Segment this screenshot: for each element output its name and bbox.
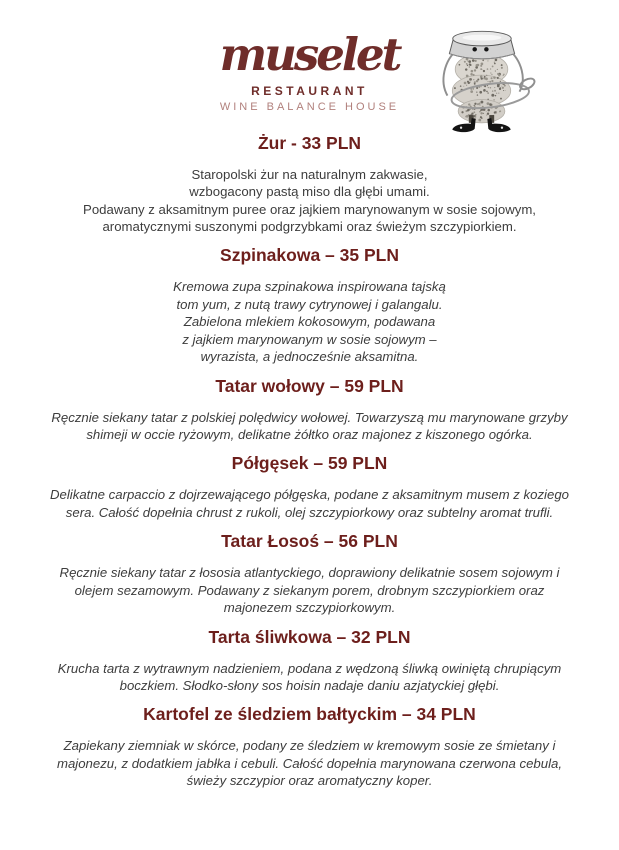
description-line: majonezu, z dodatkiem jabłka i cebuli. Całość dopełnia marynowana czerwona cebula, xyxy=(56,755,563,771)
description-line: Podawany z aksamitnym puree oraz jajkiem marynowanym w sosie sojowym, xyxy=(83,201,536,217)
description-line: Krucha tarta z wytrawnym nadzieniem, podana z wędzoną śliwką owiniętą chrupiącym xyxy=(57,660,562,676)
menu-item-title: Tatar Łosoś – 56 PLN xyxy=(221,531,398,552)
restaurant-label: RESTAURANT xyxy=(251,83,368,98)
description-line: z jajkiem marynowanym w sosie sojowym – xyxy=(182,331,437,347)
mascot-eye xyxy=(472,47,476,51)
description-line: Delikatne carpaccio z dojrzewającego półgęska, podane z aksamitnym musem z koziego xyxy=(50,487,569,503)
description-line: wzbogacony pastą miso dla głębi umami. xyxy=(189,184,430,200)
menu-list xyxy=(0,133,619,790)
description-line: wyrazista, a jednocześnie aksamitna. xyxy=(200,349,419,365)
description-line: majonezem szczypiorkowym. xyxy=(223,600,396,616)
description-line: aromatycznymi suszonymi podgrzybkami oraz świeżym szczypiorkiem. xyxy=(102,219,517,235)
description-line: Ręcznie siekany tatar z łososia atlantyckiego, doprawiony delikatnie sosem sojowym i xyxy=(59,565,560,581)
menu-item-title: Półgęsek – 59 PLN xyxy=(231,453,388,474)
mascot-eye xyxy=(484,47,488,51)
menu-item-description xyxy=(37,166,582,236)
description-line: świeży szczypior oraz aromatyczny koper. xyxy=(186,773,433,789)
menu-item xyxy=(0,704,619,789)
header xyxy=(0,0,619,113)
menu-item xyxy=(0,627,619,695)
description-line: boczkiem. Słodko-słony sos hoisin nadaje daniu azjatyckiej głębi. xyxy=(119,677,500,693)
mascot-shoe xyxy=(452,118,475,132)
menu-item xyxy=(0,245,619,365)
mascot-shoe xyxy=(487,118,510,132)
menu-item-description xyxy=(37,660,582,695)
menu-item-title: Tatar wołowy – 59 PLN xyxy=(215,375,404,396)
menu-item-description xyxy=(37,486,582,521)
description-line: Zapiekany ziemniak w skórce, podany ze śledziem w kremowym sosie ze śmietany i xyxy=(63,738,556,754)
menu-item-title: Kartofel ze śledziem bałtyckim – 34 PLN xyxy=(143,704,476,725)
menu-item-description xyxy=(37,737,582,789)
menu-item-title: Żur - 33 PLN xyxy=(257,132,362,153)
description-line: Staropolski żur na naturalnym zakwasie, xyxy=(191,166,428,182)
champagne-cork-mascot-icon xyxy=(426,24,538,136)
menu-item-title: Tarta śliwkowa – 32 PLN xyxy=(208,626,411,647)
description-line: Kremowa zupa szpinakowa inspirowana tajską xyxy=(173,279,446,295)
description-line: sera. Całość dopełnia chrust z rukoli, olej szczypiorkowy oraz subtelny aromat trufli. xyxy=(65,504,554,520)
menu-item xyxy=(0,376,619,444)
tagline: WINE BALANCE HOUSE xyxy=(219,100,400,113)
menu-item xyxy=(0,133,619,236)
menu-item-description xyxy=(37,564,582,616)
menu-item-description xyxy=(37,409,582,444)
menu-item xyxy=(0,531,619,616)
menu-item xyxy=(0,453,619,521)
restaurant-logo: muselet xyxy=(219,28,400,81)
description-line: tom yum, z nutą trawy cytrynowej i galangalu. xyxy=(176,296,443,312)
description-line: shimeji w occie ryżowym, delikatne żółtko oraz majonez z kiszonego ogórka. xyxy=(86,426,533,442)
description-line: Zabielona mlekiem kokosowym, podawana xyxy=(183,314,436,330)
description-line: olejem sezamowym. Podawany z siekanym porem, drobnym szczypiorkiem oraz xyxy=(74,582,545,598)
description-line: Ręcznie siekany tatar z polskiej polędwicy wołowej. Towarzyszą mu marynowane grzyby xyxy=(51,409,568,425)
menu-item-description xyxy=(37,278,582,365)
menu-item-title: Szpinakowa – 35 PLN xyxy=(220,245,399,266)
